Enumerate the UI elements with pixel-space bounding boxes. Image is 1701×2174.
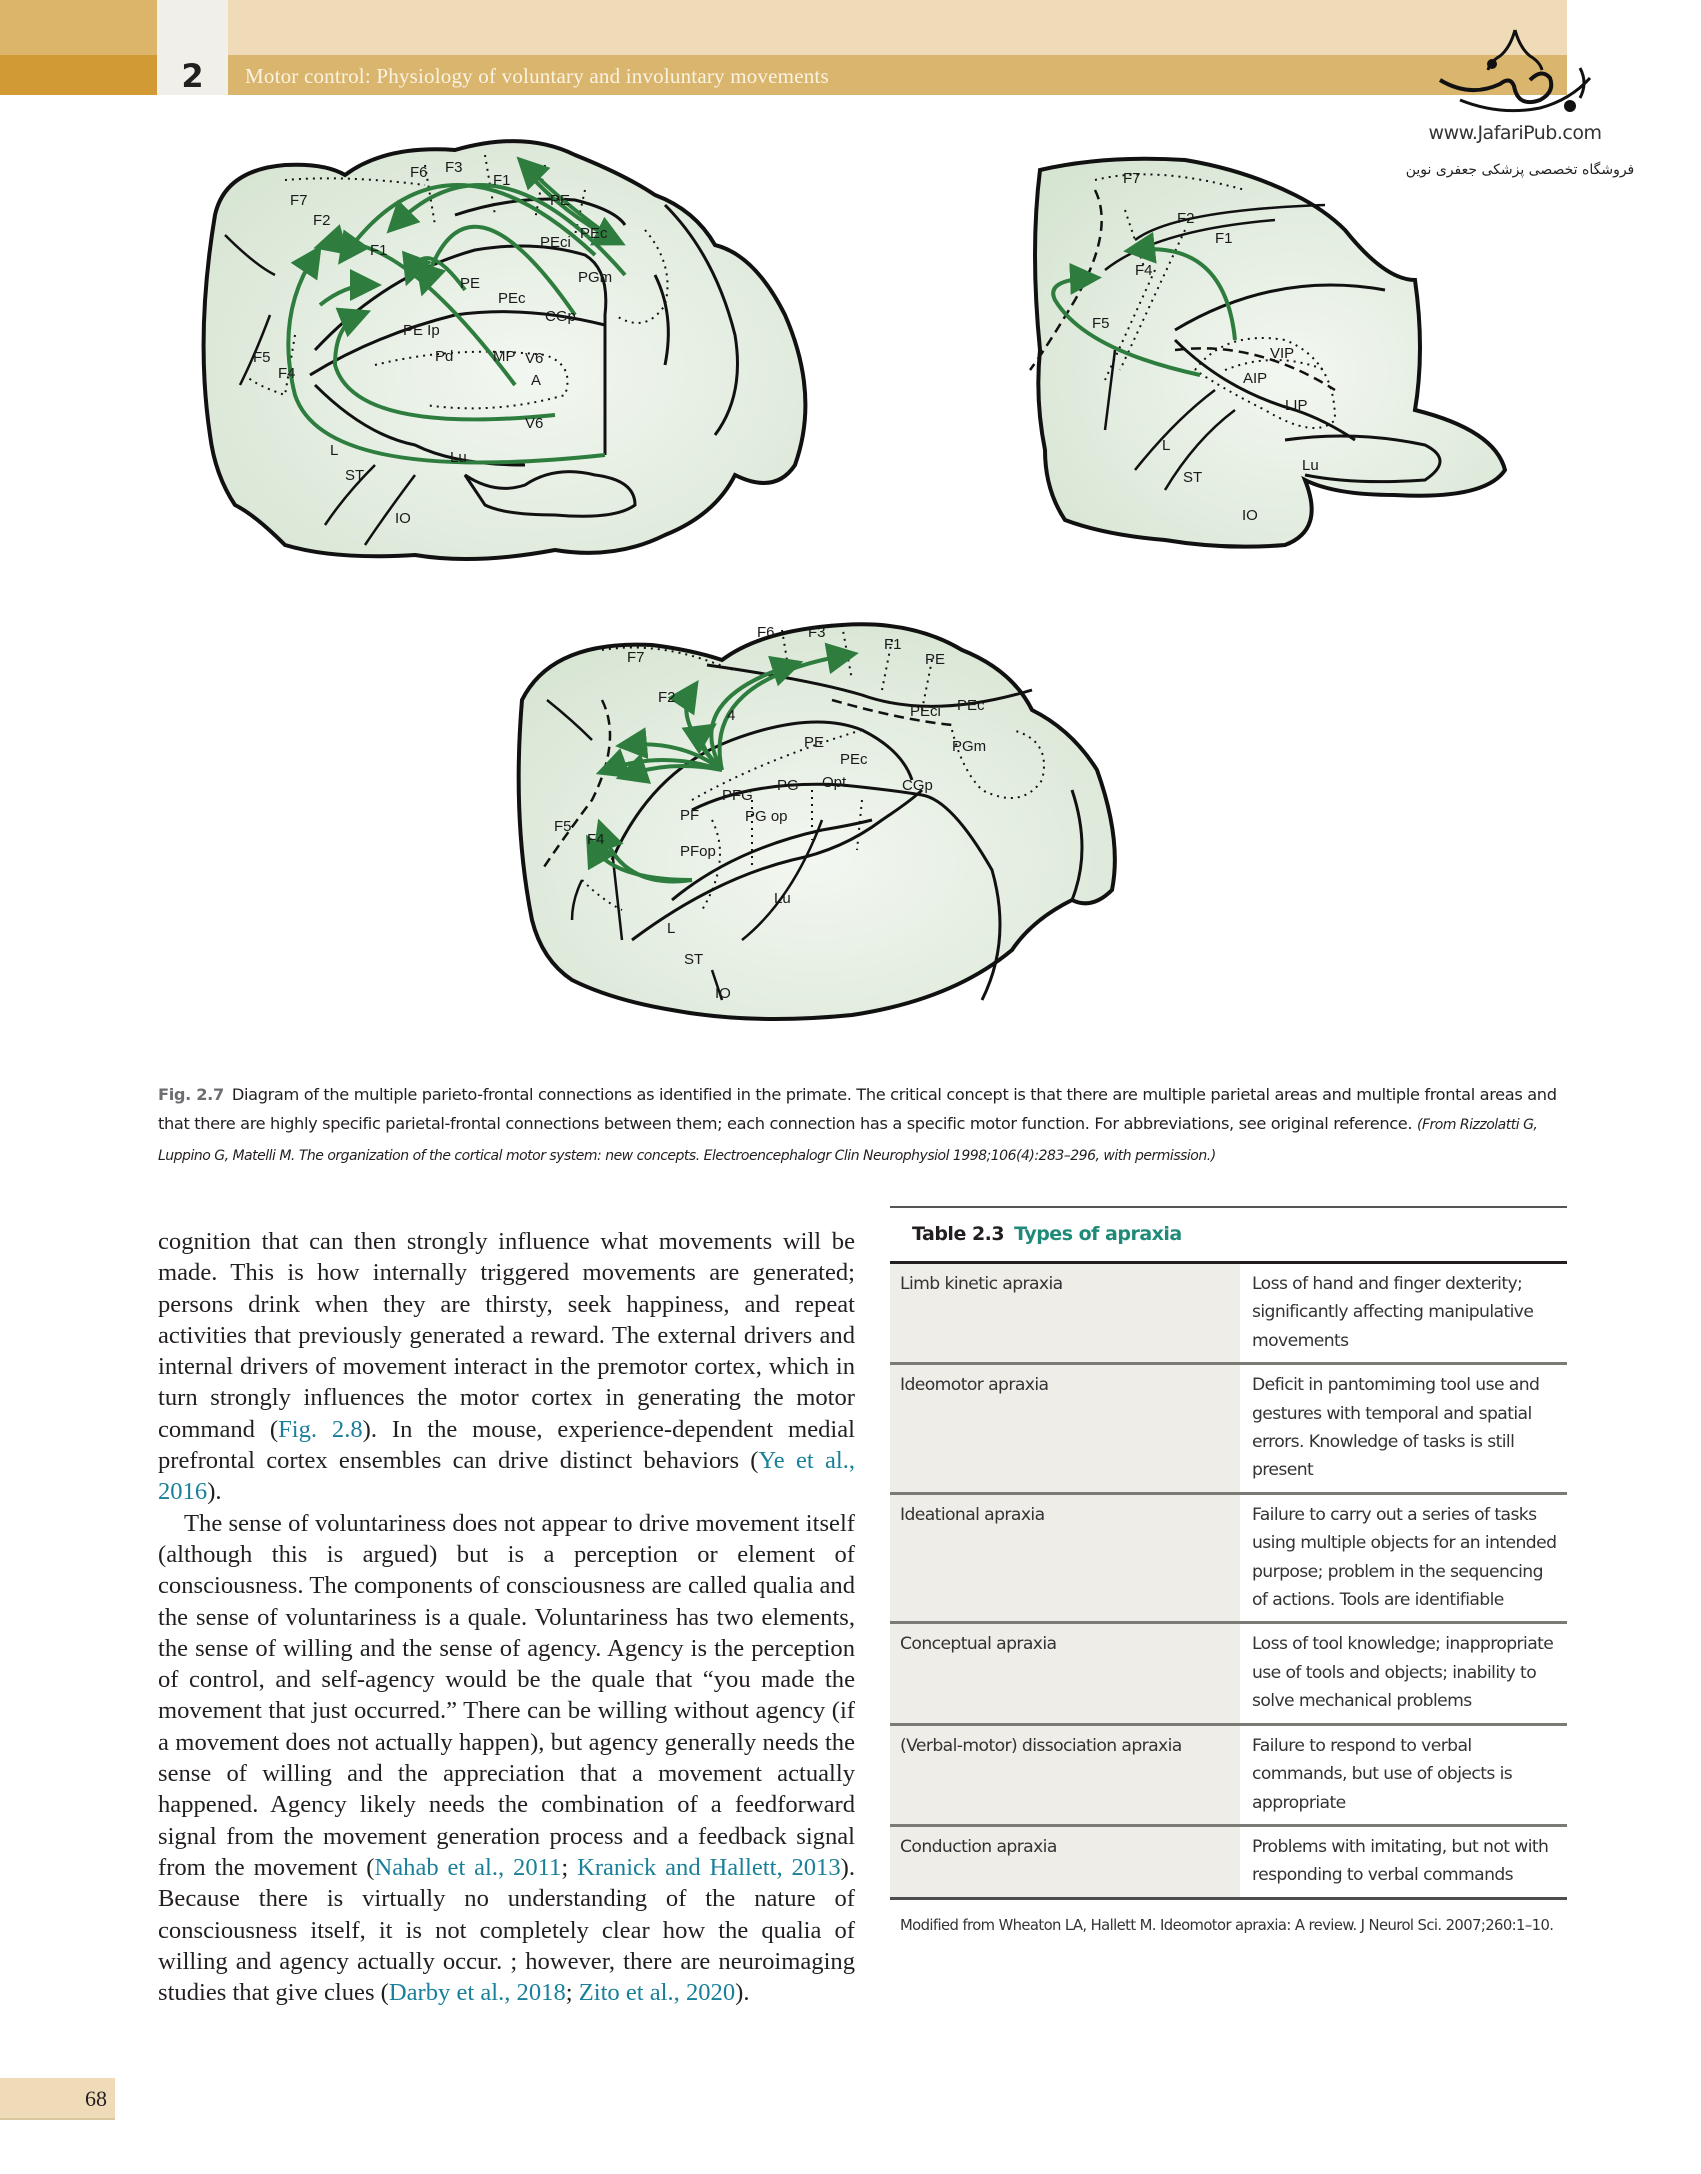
brain3-label: L	[667, 920, 676, 937]
brain1-label: F6	[410, 164, 428, 181]
link-kranick-hallett-2013[interactable]: Kranick and Hallett, 2013	[577, 1853, 841, 1881]
brain3-label: Lu	[774, 890, 791, 907]
link-ye-2016[interactable]: Ye et al., 2016	[158, 1447, 855, 1506]
brain1-label: IO	[395, 510, 411, 527]
text-run: ;	[565, 1979, 579, 2007]
brain2-label: VIP	[1270, 345, 1295, 362]
paragraph	[158, 1226, 855, 1508]
running-title: Motor control: Physiology of voluntary and involuntary movements	[245, 64, 829, 88]
brain1-label: Pd	[435, 348, 454, 365]
brain1-label: PE Ip	[403, 322, 440, 339]
text-run: ;	[561, 1853, 578, 1881]
brain3-label: PE	[925, 651, 946, 668]
brain2-label: F2	[1177, 210, 1195, 227]
apraxia-description: Loss of hand and finger dexterity; significantly affecting manipulative movements	[1252, 1274, 1534, 1351]
table-row	[890, 1724, 1567, 1825]
apraxia-description: Deficit in pantomiming tool use and gestures with temporal and spatial errors. Knowledge of tasks is still present	[1252, 1375, 1540, 1481]
brain1-label: PEc	[580, 225, 608, 242]
brain-diagram-2	[1025, 150, 1555, 550]
brain3-label: F2	[658, 689, 676, 706]
brain3-label: PG	[777, 777, 799, 794]
link-nahab-2011[interactable]: Nahab et al., 2011	[374, 1853, 562, 1881]
brain3-label: IO	[715, 985, 731, 1002]
text-run: cognition that can then strongly influence what movements will be made. This is how internally triggered movements are generated; persons drink when they are thirsty, seek happiness, and repeat activities that previously generated a reward. The external drivers and internal drivers of movement interact in the premotor cortex, which in turn strongly influences the motor cortex in generating the motor command (	[158, 1228, 855, 1443]
brain2-label: ST	[1183, 469, 1203, 486]
apraxia-type: Conduction apraxia	[890, 1825, 1240, 1898]
brain1-label: F1	[493, 172, 511, 189]
brain2-label: IO	[1242, 507, 1258, 524]
brain1-label: F5	[253, 349, 271, 366]
brain1-label: F2	[313, 212, 331, 229]
header-band-left-top	[0, 0, 157, 55]
brain3-label: F4	[587, 831, 605, 848]
brain3-label: F5	[554, 818, 572, 835]
brain2-label: F7	[1123, 170, 1141, 187]
header-band-top	[228, 0, 1567, 55]
brain1-label: PEci	[540, 234, 571, 251]
brain-diagram-1	[195, 135, 835, 570]
page-number: 68	[85, 2086, 107, 2111]
table-row	[890, 1364, 1567, 1494]
brain1-label: PE	[550, 192, 571, 209]
brain3-label: PFG	[722, 787, 753, 804]
table-source-note: Modified from Wheaton LA, Hallett M. Ideomotor apraxia: A review. J Neurol Sci. 2007;260:1–10.	[900, 1916, 1554, 1934]
link-darby-2018[interactable]: Darby et al., 2018	[388, 1979, 566, 2007]
brain2-label: F1	[1215, 230, 1233, 247]
link-zito-2020[interactable]: Zito et al., 2020	[578, 1979, 736, 2007]
brain2-label: F5	[1092, 315, 1110, 332]
brain3-label: F7	[627, 649, 645, 666]
brain1-label: V6	[525, 350, 544, 367]
brain2-label: LIP	[1285, 397, 1308, 414]
table-title	[890, 1208, 1567, 1261]
brain1-label: CGp	[545, 308, 576, 325]
apraxia-description: Failure to carry out a series of tasks using multiple objects for an intended purpose; problem in the sequencing of actions. Tools are identifiable	[1252, 1504, 1557, 1611]
table-row	[890, 1493, 1567, 1623]
brain1-label: F1	[370, 242, 388, 259]
brain1-label: L	[330, 442, 339, 459]
brain2-label: AIP	[1243, 370, 1268, 387]
brain1-label: PE	[460, 275, 481, 292]
brain3-label: ST	[684, 951, 704, 968]
apraxia-description: Failure to respond to verbal commands, but use of objects is appropriate	[1252, 1735, 1513, 1813]
brain1-label: F3	[445, 159, 463, 176]
brain3-label: PEc	[840, 751, 868, 768]
brain-diagram-3	[512, 620, 1137, 1025]
brain3-label: PGm	[952, 738, 987, 755]
brain2-label: F4	[1135, 262, 1153, 279]
brain1-label: V6	[525, 415, 544, 432]
apraxia-table	[890, 1206, 1567, 1939]
caption-text: Diagram of the multiple parieto-frontal connections as identified in the primate. The critical concept is that there are multiple parietal areas and multiple frontal areas and that there are highly specific parietal-frontal connections between them; each connection has a specific motor function. For abbreviations, see original reference.	[158, 1085, 1557, 1133]
brain3-label: 4	[727, 707, 736, 724]
brain2-label: Lu	[1302, 457, 1319, 474]
chapter-number: 2	[181, 57, 204, 95]
brain1-label: Lu	[450, 449, 467, 466]
header-band-left-bottom	[0, 55, 157, 95]
brain1-label: A	[531, 372, 542, 389]
apraxia-description: Problems with imitating, but not with responding to verbal commands	[1252, 1836, 1549, 1886]
apraxia-description: Loss of tool knowledge; inappropriate use of tools and objects; inability to solve mechanical problems	[1252, 1634, 1554, 1712]
brain3-label: F3	[808, 624, 826, 641]
brain3-label: PEci	[910, 703, 941, 720]
table-row	[890, 1264, 1567, 1364]
apraxia-type: Ideational apraxia	[890, 1493, 1240, 1623]
body-text-column	[158, 1226, 855, 2008]
caption-source: (From Rizzolatti G, Luppino G, Matelli M. The organization of the cortical motor system: new concepts. Electroencephalogr Clin Neurophysiol 1998;106(4):283–296, with permission.)	[158, 1117, 1538, 1164]
brain1-label: F7	[290, 192, 308, 209]
text-run: The sense of voluntariness does not appear to drive movement itself (although this is argued) but is a perception or element of consciousness. The components of consciousness are called qualia and the sense of voluntariness is a quale. Voluntariness has two elements, the sense of willing and the sense of agency. Agency is the perception of control, and self-agency would be the quale that “you made the movement that just occurred.” There can be willing without agency (if a movement does not actually happen), but agency generally needs the sense of willing and the appreciation that a movement actually happened. Agency likely needs the combination of a feedforward signal from the movement generation process and a feedback signal from the movement (	[158, 1509, 855, 1881]
figure-label: Fig. 2.7	[158, 1085, 224, 1104]
brain1-label: MP	[493, 348, 516, 365]
logo-url: www.JafariPub.com	[1428, 122, 1602, 144]
table-row	[890, 1623, 1567, 1724]
figure-caption	[158, 1080, 1568, 1171]
text-run: ). Because there is virtually no understanding of the nature of consciousness itself, it is not completely clear how the qualia of willing and agency actually occur. ; however, there are neuroimaging studies that give clues (	[158, 1853, 855, 2007]
text-run: ). In the mouse, experience-dependent medial prefrontal cortex ensembles can drive distinct behaviors (	[158, 1415, 855, 1475]
brain2-label: L	[1162, 437, 1171, 454]
table-name: Types of apraxia	[1014, 1223, 1182, 1245]
brain3-label: PE	[804, 734, 825, 751]
jafaripub-logo-icon	[1430, 28, 1600, 120]
brain3-label: PG op	[745, 808, 788, 825]
apraxia-type: (Verbal-motor) dissociation apraxia	[890, 1724, 1240, 1825]
table-body	[890, 1264, 1567, 1900]
text-run: ).	[207, 1478, 222, 1506]
apraxia-type: Ideomotor apraxia	[890, 1364, 1240, 1494]
brain3-label: PEc	[957, 697, 985, 714]
apraxia-type: Conceptual apraxia	[890, 1623, 1240, 1724]
paragraph	[158, 1508, 855, 2009]
apraxia-type: Limb kinetic apraxia	[890, 1264, 1240, 1364]
brain3-label: Opt	[822, 774, 847, 791]
brain3-label: F1	[884, 636, 902, 653]
brain3-label: CGp	[902, 777, 933, 794]
brain1-label: PEc	[498, 290, 526, 307]
brain3-label: F6	[757, 624, 775, 641]
text-run: ).	[735, 1979, 750, 2007]
brain1-label: F4	[278, 365, 296, 382]
table-row	[890, 1825, 1567, 1898]
table-number: Table 2.3	[912, 1223, 1005, 1245]
brain3-label: PF	[680, 807, 700, 824]
logo-tagline: فروشگاه تخصصی پزشکی جعفری نوین	[1405, 162, 1635, 178]
link-fig-2-8[interactable]: Fig. 2.8	[278, 1415, 363, 1443]
brain1-label: ST	[345, 467, 365, 484]
brain3-label: PFop	[680, 843, 716, 860]
brain1-label: PGm	[578, 269, 613, 286]
